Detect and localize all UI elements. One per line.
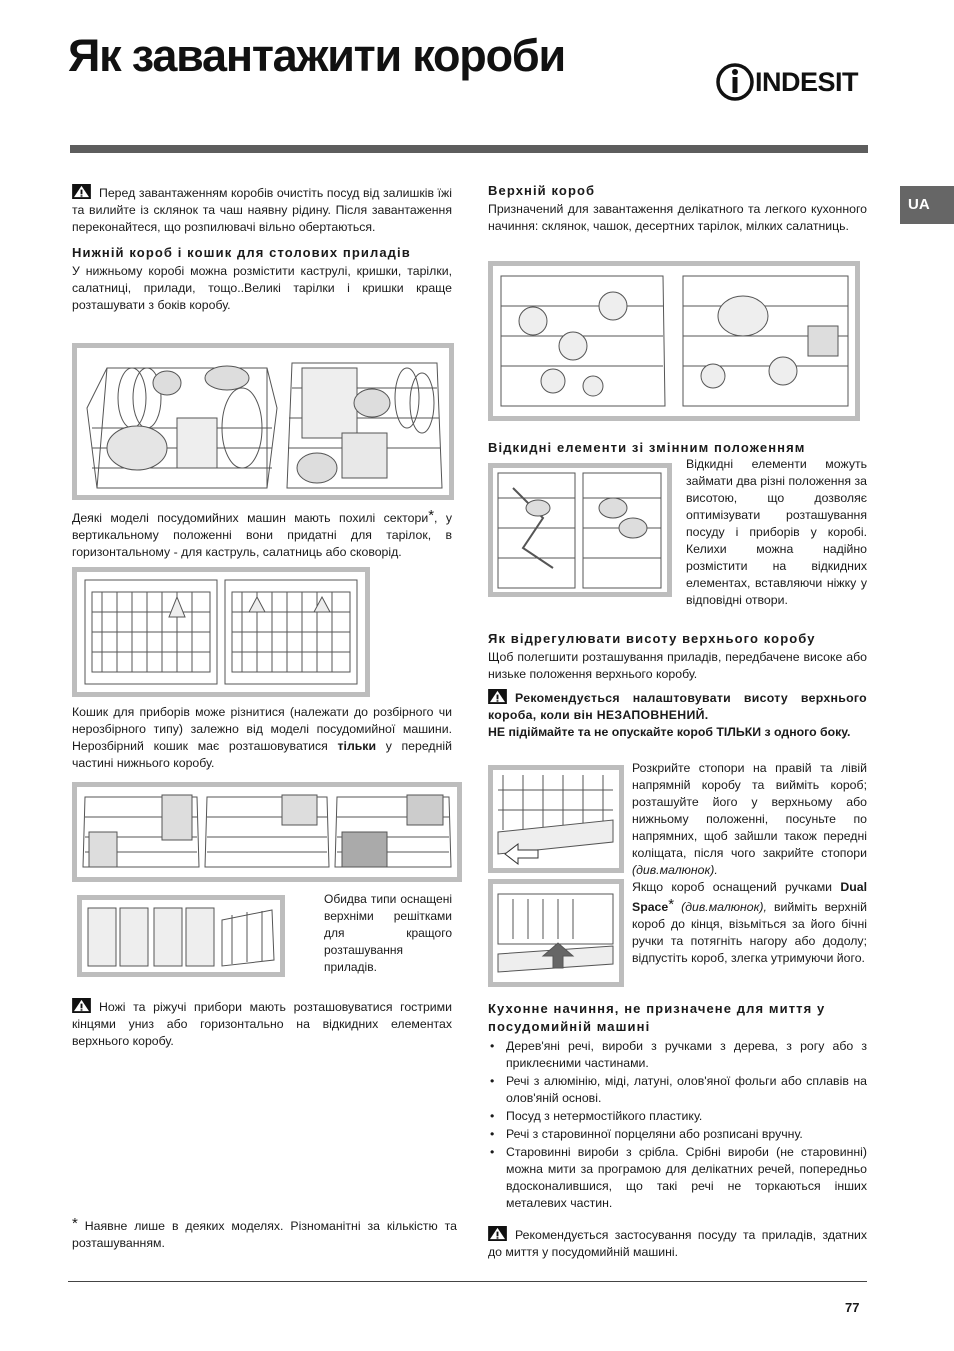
cutlery-grid-figure: [77, 895, 285, 977]
adjust-rail-figure: [488, 765, 624, 873]
list-item: • Посуд з нетермостійкого пластику.: [488, 1108, 867, 1125]
height-text: Щоб полегшити розташування приладів, передбачене високе або низьке положення верхнього коробу.: [488, 650, 867, 681]
height-warning: Рекомендується налаштовувати висоту верхнього короба, коли він НЕЗАПОВНЕНИЙ.: [488, 691, 867, 722]
dual-space-figure: [488, 879, 624, 987]
folding-elements-illustration: [493, 468, 667, 592]
upper-basket-block: [488, 182, 867, 245]
dual-space-label: Dual Space: [632, 880, 867, 914]
footer-rule: [68, 1281, 867, 1282]
header-rule: [70, 145, 868, 153]
knives-note: Ножі та ріжучі прибори мають розташовуватися гострими кінцями униз або горизонтально на відкидних елементах верхнього коробу.: [72, 1000, 452, 1048]
adjust-instructions: Розкрийте стопори на правій та лівій напрямній коробу та вийміть короб; розташуйте його у верхньому або нижньому положенні, посуньте по напрямних, щоб зайшли також передні коліщата, після чого закрийте стопори (див.малюнок). Якщо короб оснащений ручками Dual Space* (див.малюнок), вийміть верхній короб до кінця, візьміться за його бічні ручки та потягніть нагору або додолу; відпустіть короб, злегка утримуючи його.: [632, 761, 867, 965]
tilting-sectors-illustration: [77, 572, 365, 692]
cutlery-text: Кошик для приборів може різнитися (належати до розбірного чи нерозбірного типу) залежно від моделі посудомийної машини. Нерозбірний кошик має розташовуватися тільки у передній частині нижнього коробу.: [72, 705, 452, 770]
not-washable-heading: Кухонне начиння, не призначене для миття у посудомийній машині: [488, 1001, 826, 1034]
intro-paragraph: Перед завантаженням коробів очистіть посуд від залишків їжі та вилийте із склянок та чаш наявну рідину. Після завантаження переконайтеся, що розпилювачі вільно обертаються.: [72, 186, 452, 234]
knives-note-block: [72, 998, 452, 1060]
page-title: Як завантажити короби: [68, 30, 565, 81]
not-washable-list: [488, 1038, 867, 1212]
warning-icon: [72, 998, 91, 1013]
final-note-block: [488, 1226, 867, 1271]
upper-basket-heading: Верхній короб: [488, 183, 596, 198]
sectors-block: [72, 507, 452, 571]
folding-text: Відкидні елементи можуть займати два різні положення за висотою, що дозволяє оптимізувати розташування посуду і приборів у коробі. Келихи можна надійно розмістити на відкидних елементах, вставляючи ніжку у відповідні отвори.: [686, 457, 867, 607]
folding-elements-figure: [488, 463, 672, 597]
list-item: • Старовинні вироби з срібла. Срібні вироби (не старовинні) можна мити за програмою для делікатних речей, попередньо вдосконалившися, що такі речі не торкаються інших металевих частин.: [488, 1144, 867, 1212]
tilting-sectors-figure: [72, 567, 370, 697]
height-block: [488, 630, 867, 741]
footnote: * Наявне лише в деяких моделях. Різноманітні за кількістю та розташуванням.: [72, 1215, 457, 1250]
logo-mark-icon: [715, 60, 755, 104]
language-tab: UA: [900, 186, 954, 224]
cutlery-basket-figure: [72, 782, 462, 882]
lower-basket-text: У нижньому коробі можна розмістити каструлі, кришки, тарілки, салатниці, прилади, тощо..Великі тарілки і кришки краще розташувати з боків коробу.: [72, 264, 452, 312]
lower-basket-illustration: [77, 348, 449, 495]
upper-basket-text: Призначений для завантаження делікатного та легкого кухонного начиння: склянок, чашок, десертних тарілок, мілких салатниць.: [488, 202, 867, 233]
warning-icon: [488, 689, 507, 704]
page-number: 77: [845, 1300, 860, 1315]
not-washable-block: [488, 1000, 867, 1213]
warning-icon: [72, 184, 91, 199]
warning-icon: [488, 1226, 507, 1241]
lower-basket-figure: [72, 343, 454, 500]
height-warning-2: НЕ підіймайте та не опускайте короб ТІЛЬКИ з одного боку.: [488, 725, 851, 739]
list-item: • Речі з старовинної порцеляни або розписані вручну.: [488, 1126, 867, 1143]
height-heading: Як відрегулювати висоту верхнього коробу: [488, 631, 816, 646]
lower-basket-heading: Нижній короб і кошик для столових приладів: [72, 245, 411, 260]
upper-basket-illustration: [493, 266, 855, 416]
final-note: Рекомендується застосування посуду та приладів, здатних до миття у посудомийній машині.: [488, 1228, 867, 1259]
list-item: • Дерев'яні речі, вироби з ручками з дерева, з рогу або з приклеєними частинами.: [488, 1038, 867, 1072]
adjust-rail-illustration: [493, 770, 619, 868]
indesit-logo: [715, 60, 870, 104]
list-item: • Речі з алюмінію, міді, латуні, олов'яної фольги або сплавів на олов'яній основі.: [488, 1073, 867, 1107]
folding-heading: Відкидні елементи зі змінним положенням: [488, 440, 806, 455]
cutlery-basket-illustration: [77, 787, 457, 877]
dual-space-illustration: [493, 884, 619, 982]
cutlery-block: [72, 704, 452, 782]
grid-caption: Обидва типи оснащені верхніми решітками для кращого розташування приладів.: [324, 892, 452, 974]
sectors-text: Деякі моделі посудомийних машин мають похилі сектори*, у вертикальному положенні вони придатні для тарілок, в горизонтальному - для каструль, салатниць або сковорід.: [72, 507, 452, 559]
left-column: [72, 184, 452, 324]
cutlery-grid-illustration: [82, 900, 280, 972]
brand-name: INDESIT: [755, 67, 859, 97]
upper-basket-figure: [488, 261, 860, 421]
